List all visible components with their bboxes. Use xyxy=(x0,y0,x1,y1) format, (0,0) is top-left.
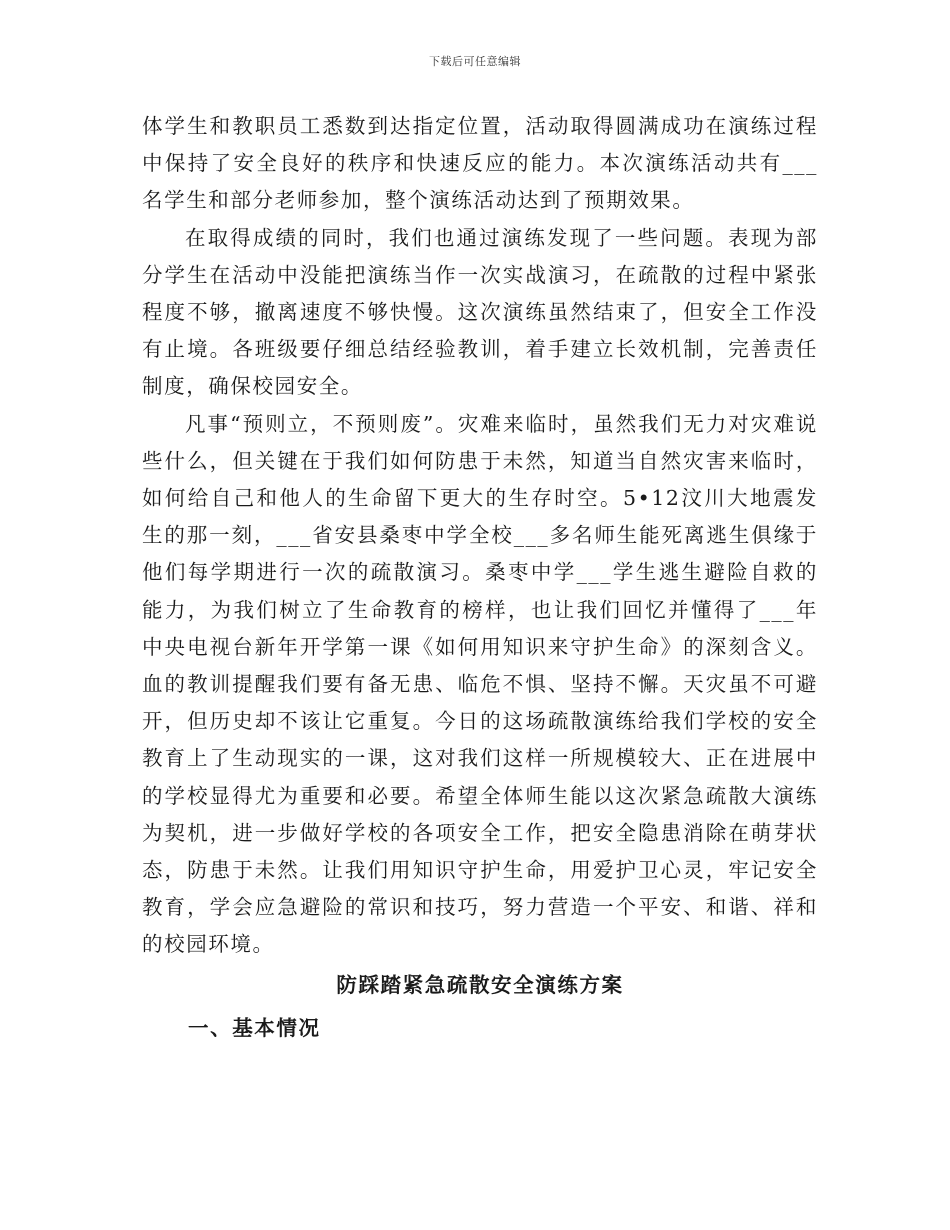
paragraph-problems-found: 在取得成绩的同时，我们也通过演练发现了一些问题。表现为部分学生在活动中没能把演练当作一次实战演习，在疏散的过程中紧张程度不够，撤离速度不够快慢。这次演练虽然结束了，但安全工作没有止境。各班级要仔细总结经验教训，着手建立长效机制，完善责任制度，确保校园安全。 xyxy=(142,225,818,399)
document-body xyxy=(142,108,818,1047)
section-title: 防踩踏紧急疏散安全演练方案 xyxy=(336,972,624,997)
page-header: 下载后可任意编辑 xyxy=(429,55,521,68)
paragraph-preparedness: 凡事“预则立，不预则废”。灾难来临时，虽然我们无力对灾难说些什么，但关键在于我们如何防患于未然，知道当自然灾害来临时，如何给自己和他人的生命留下更大的生存时空。5•12汶川大地震发生的那一刻，___省安县桑枣中学全校___多名师生能死离逃生俱缘于他们每学期进行一次的疏散演习。桑枣中学___学生逃生避险自救的能力，为我们树立了生命教育的榜样，也让我们回忆并懂得了___年中央电视台新年开学第一课《如何用知识来守护生命》的深刻含义。血的教训提醒我们要有备无患、临危不惧、坚持不懈。天灾虽不可避开，但历史却不该让它重复。今日的这场疏散演练给我们学校的安全教育上了生动现实的一课，这对我们这样一所规模较大、正在进展中的学校显得尤为重要和必要。希望全体师生能以这次紧急疏散大演练为契机，进一步做好学校的各项安全工作，把安全隐患消除在萌芽状态，防患于未然。让我们用知识守护生命，用爱护卫心灵，牢记安全教育，学会应急避险的常识和技巧，努力营造一个平安、和谐、祥和的校园环境。 xyxy=(142,411,818,957)
paragraph-drill-result: 体学生和教职员工悉数到达指定位置，活动取得圆满成功在演练过程中保持了安全良好的秩序和快速反应的能力。本次演练活动共有___名学生和部分老师参加，整个演练活动达到了预期效果。 xyxy=(142,114,818,213)
sub-heading-basic-info: 一、基本情况 xyxy=(188,1015,321,1040)
